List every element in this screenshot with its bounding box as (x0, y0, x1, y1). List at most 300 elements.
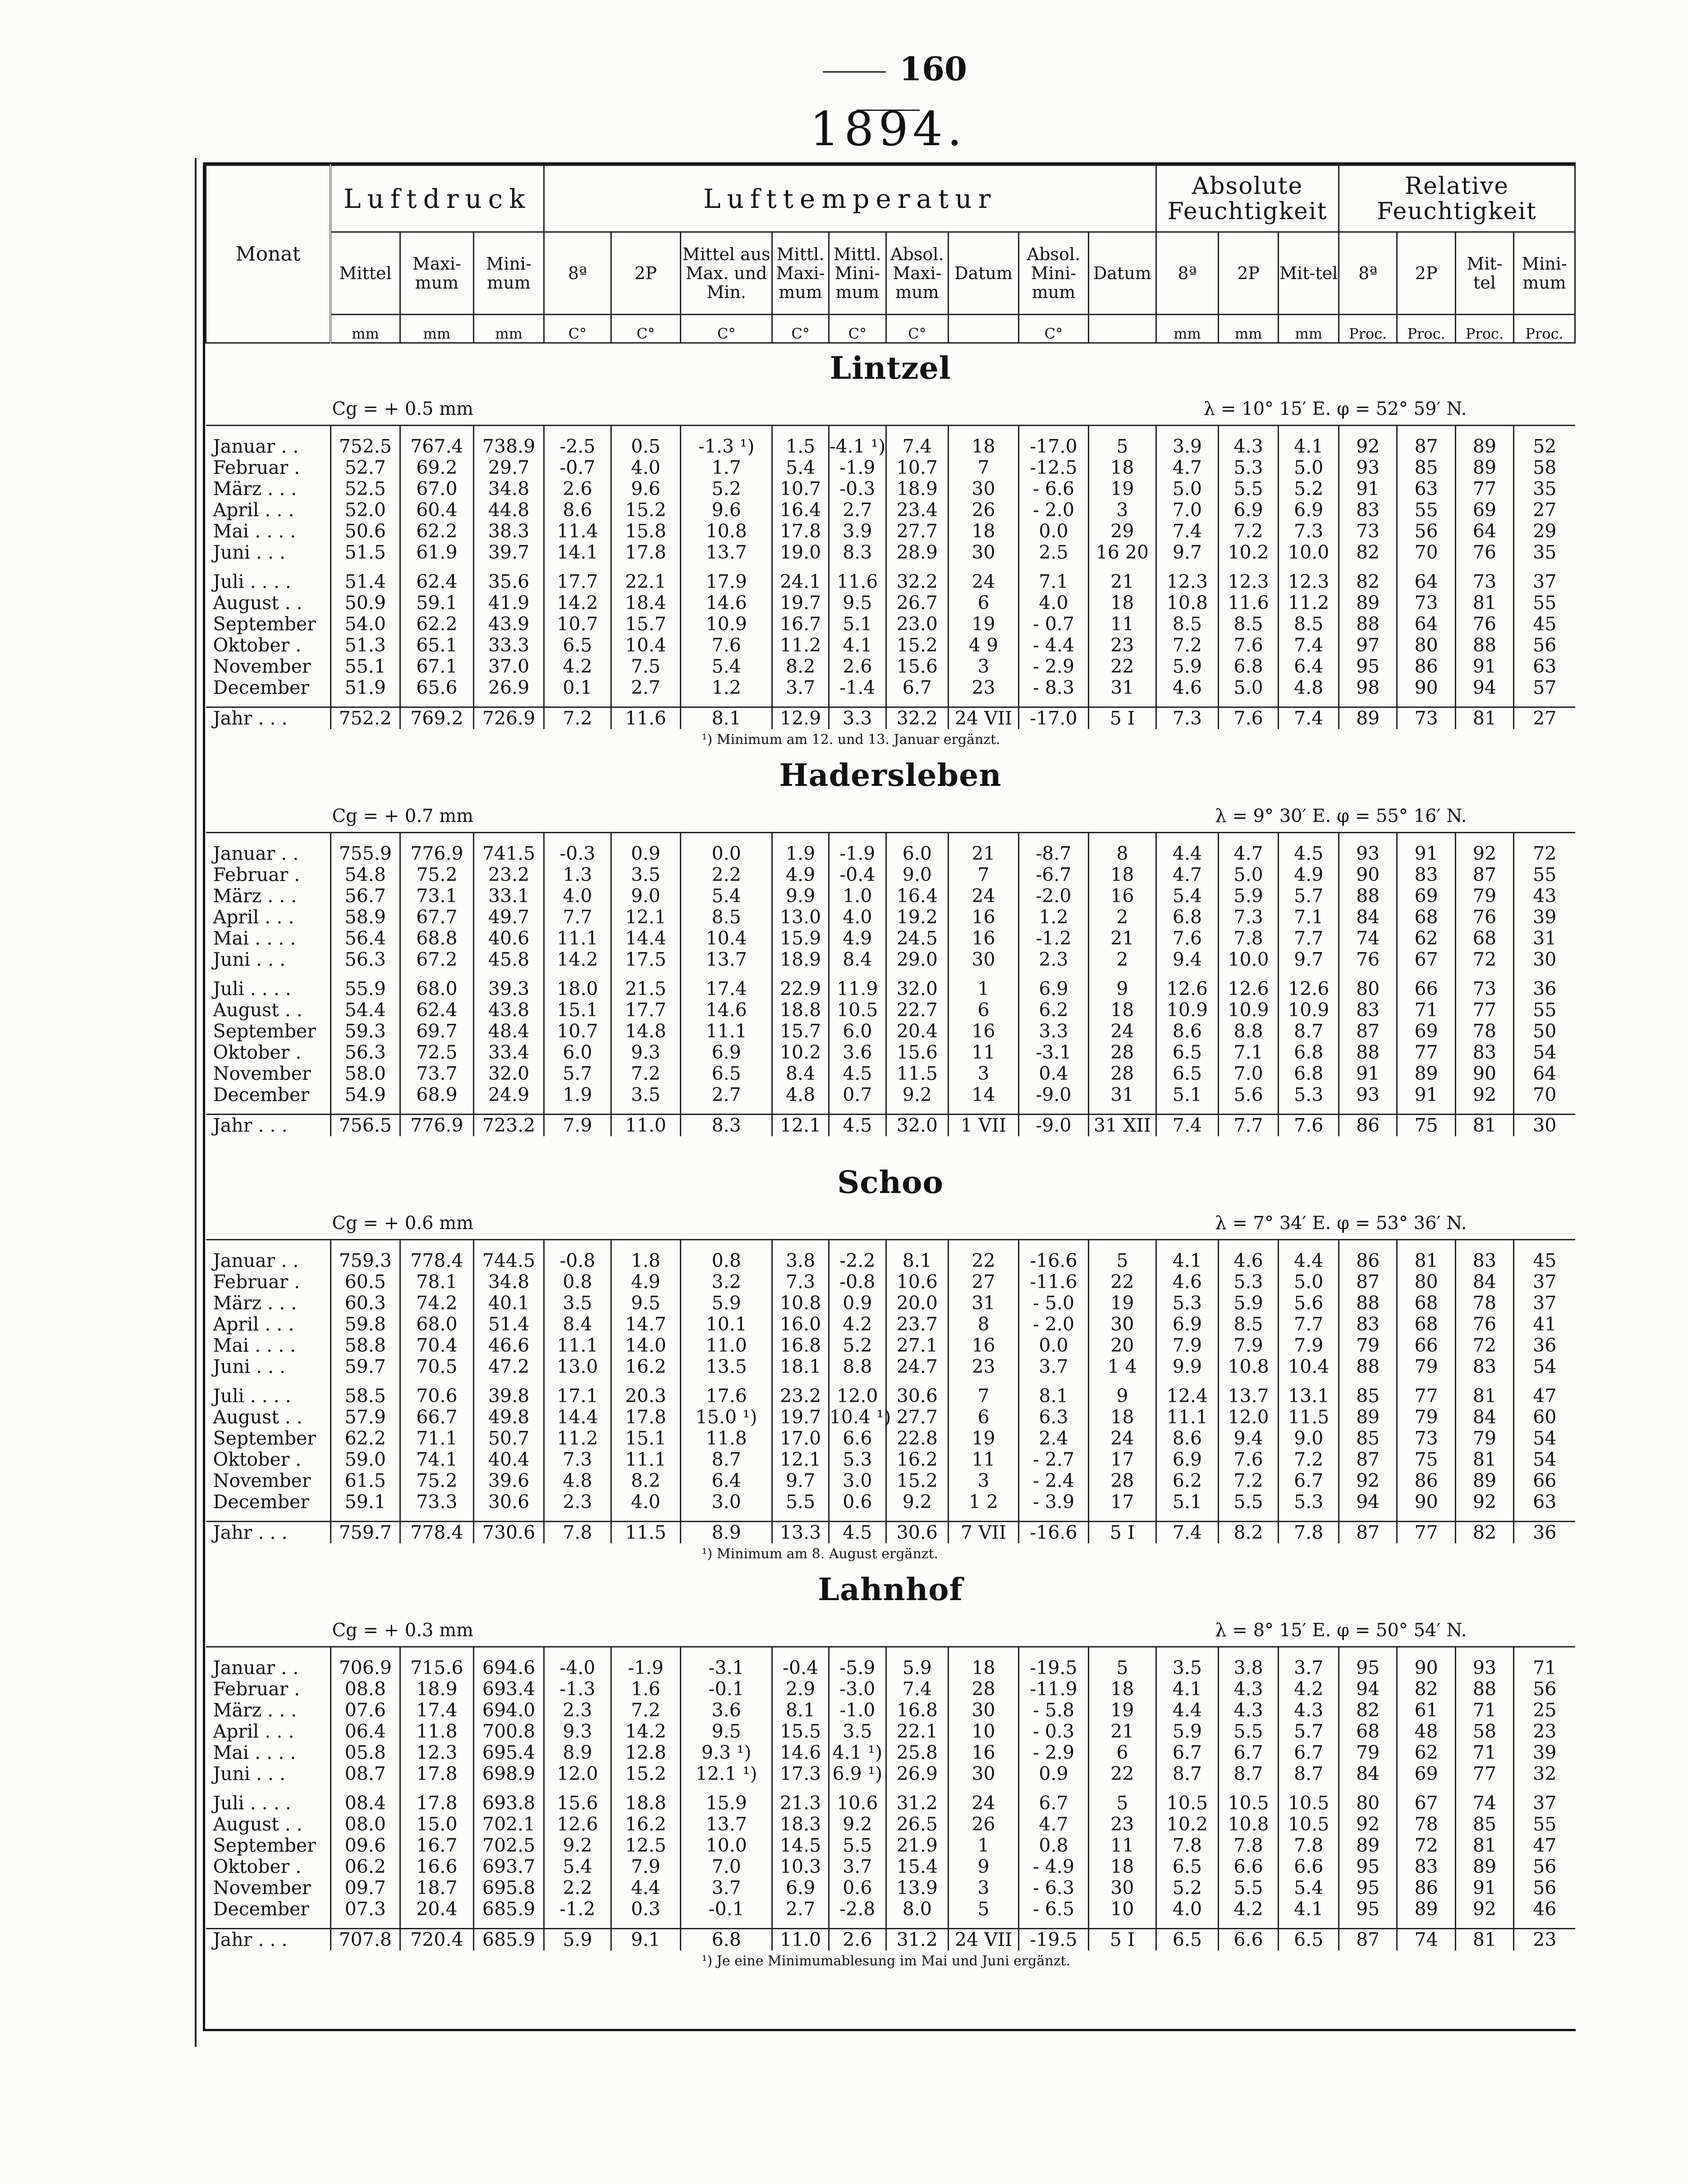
header-unit-2: mm (473, 315, 544, 343)
data-cell: 4.3 (1279, 1700, 1339, 1721)
data-cell: 24.7 (886, 1356, 948, 1377)
footnote-row (206, 1543, 1575, 1565)
gap-cell (330, 1920, 400, 1929)
annual-cell: 685.9 (473, 1929, 544, 1951)
table-body (206, 343, 1575, 1973)
data-cell: 9.4 (1156, 949, 1219, 970)
data-cell: 82 (1397, 1679, 1455, 1700)
gap-cell (1514, 833, 1575, 843)
gap-cell (206, 1106, 331, 1115)
data-cell: 9.6 (680, 500, 772, 521)
data-cell: 17 (1088, 1491, 1156, 1513)
data-cell: 54 (1514, 1449, 1575, 1470)
data-cell: 5.5 (1218, 478, 1279, 500)
data-cell: 7.4 (886, 1679, 948, 1700)
gap-cell (1088, 1106, 1156, 1115)
data-cell: 70.5 (400, 1356, 473, 1377)
table-row (206, 1814, 1575, 1835)
gap-cell (1019, 1513, 1088, 1522)
data-cell: 54.0 (330, 614, 400, 635)
data-cell: 92 (1339, 436, 1397, 457)
data-cell: 15.2 (611, 500, 680, 521)
table-row (206, 1470, 1575, 1491)
data-cell: 17.4 (400, 1700, 473, 1721)
gap-cell (400, 1106, 473, 1115)
annual-cell: 11.5 (611, 1522, 680, 1544)
data-cell: 7.8 (1218, 928, 1279, 949)
gap-cell (473, 970, 544, 978)
data-cell: 84 (1339, 907, 1397, 928)
data-cell: 4.5 (1279, 843, 1339, 864)
gap-cell (611, 1240, 680, 1250)
data-cell: 47 (1514, 1386, 1575, 1407)
data-cell: -11.6 (1019, 1271, 1088, 1293)
data-cell: 31 (1088, 677, 1156, 698)
data-cell: 68 (1397, 907, 1455, 928)
data-cell: 5.7 (1279, 1721, 1339, 1742)
data-cell: 86 (1339, 1250, 1397, 1271)
data-cell: 71 (1455, 1700, 1513, 1721)
annual-cell: 77 (1397, 1522, 1455, 1544)
data-cell: 8.5 (680, 907, 772, 928)
data-cell: 5.2 (680, 478, 772, 500)
annual-cell: -16.6 (1019, 1522, 1088, 1544)
table-row (206, 1835, 1575, 1856)
data-cell: -19.5 (1019, 1657, 1088, 1679)
year-heading: 1894. (810, 101, 967, 156)
data-cell: 40.1 (473, 1293, 544, 1314)
data-cell: 6.9 (1019, 978, 1088, 1000)
data-cell: 41 (1514, 1314, 1575, 1335)
annual-cell: 2.6 (829, 1929, 886, 1951)
data-cell: 13.7 (680, 949, 772, 970)
annual-cell: -9.0 (1019, 1115, 1088, 1137)
data-cell: 3.7 (772, 677, 829, 698)
data-cell: 14.6 (680, 1000, 772, 1021)
data-cell: 10.2 (772, 1042, 829, 1063)
header-unit-9 (948, 315, 1019, 343)
data-cell: 70.6 (400, 1386, 473, 1407)
data-cell: 9.4 (1218, 1428, 1279, 1449)
data-cell: 9.3 ¹) (680, 1742, 772, 1763)
data-cell: 7.2 (611, 1063, 680, 1084)
data-cell: 18.3 (772, 1814, 829, 1835)
data-cell: 18 (1088, 457, 1156, 478)
annual-cell: 4.5 (829, 1115, 886, 1137)
data-cell: 18.9 (886, 478, 948, 500)
annual-cell: 720.4 (400, 1929, 473, 1951)
data-cell: 4.9 (829, 928, 886, 949)
table-row (206, 1700, 1575, 1721)
data-cell: -0.7 (544, 457, 611, 478)
data-cell: 94 (1339, 1491, 1397, 1513)
header-unit-4: C° (611, 315, 680, 343)
data-cell: 4.6 (1218, 1250, 1279, 1271)
data-cell: 24 (948, 571, 1019, 592)
data-cell: 7 (948, 864, 1019, 886)
data-cell: 34.8 (473, 1271, 544, 1293)
data-cell: 2.2 (544, 1877, 611, 1899)
data-cell: 0.5 (611, 436, 680, 457)
data-cell: 4.0 (611, 1491, 680, 1513)
data-cell: 6.7 (1156, 1742, 1219, 1763)
table-row (206, 521, 1575, 542)
gap-cell (1019, 1240, 1088, 1250)
gap-cell (1339, 1785, 1397, 1793)
month-label: April . . . (206, 500, 331, 521)
data-cell: 12.3 (1218, 571, 1279, 592)
data-cell: 16 (948, 1335, 1019, 1356)
data-cell: 5.3 (1218, 457, 1279, 478)
month-label: December (206, 1084, 331, 1106)
data-cell: 09.7 (330, 1877, 400, 1899)
data-cell: 36 (1514, 978, 1575, 1000)
data-cell: 87 (1339, 1271, 1397, 1293)
data-cell: 12.3 (1156, 571, 1219, 592)
data-cell: 89 (1339, 592, 1397, 614)
gap-cell (772, 426, 829, 436)
data-cell: 30.6 (886, 1386, 948, 1407)
gap-cell (1455, 833, 1513, 843)
data-cell: 79 (1455, 886, 1513, 907)
data-cell: 10.5 (829, 1000, 886, 1021)
annual-cell: 7.6 (1218, 707, 1279, 730)
data-cell: 7.7 (1279, 1314, 1339, 1335)
data-cell: 5.6 (1279, 1293, 1339, 1314)
data-cell: 3 (948, 656, 1019, 677)
gap-cell (400, 563, 473, 571)
data-cell: 40.6 (473, 928, 544, 949)
data-cell: - 0.3 (1019, 1721, 1088, 1742)
data-cell: 89 (1455, 457, 1513, 478)
data-cell: 10.1 (680, 1314, 772, 1335)
data-cell: 16 (1088, 886, 1156, 907)
data-cell: 19 (948, 1428, 1019, 1449)
data-cell: 11.4 (544, 521, 611, 542)
gap-cell (948, 1240, 1019, 1250)
data-cell: 5.3 (829, 1449, 886, 1470)
data-cell: 84 (1455, 1271, 1513, 1293)
data-cell: 16 20 (1088, 542, 1156, 563)
month-label: Mai . . . . (206, 1742, 331, 1763)
data-cell: 11.6 (829, 571, 886, 592)
table-row (206, 1491, 1575, 1513)
data-cell: 5.0 (1218, 864, 1279, 886)
annual-cell: 6.8 (680, 1929, 772, 1951)
gap-cell (680, 1920, 772, 1929)
data-cell: 700.8 (473, 1721, 544, 1742)
data-cell: 4.3 (1218, 1679, 1279, 1700)
data-cell: 4.7 (1156, 457, 1219, 478)
data-cell: 6 (948, 1407, 1019, 1428)
data-cell: 5.1 (1156, 1491, 1219, 1513)
data-cell: 39.7 (473, 542, 544, 563)
data-cell: 1.6 (611, 1679, 680, 1700)
gap-cell (1279, 698, 1339, 707)
data-cell: 7.6 (1156, 928, 1219, 949)
month-label: Februar . (206, 1679, 331, 1700)
gap-cell (948, 1920, 1019, 1929)
header-col-9: Datum (948, 232, 1019, 315)
data-cell: 9.3 (544, 1721, 611, 1742)
month-label: März . . . (206, 886, 331, 907)
annual-cell: 36 (1514, 1522, 1575, 1544)
data-cell: 32.0 (473, 1063, 544, 1084)
data-cell: 8.4 (544, 1314, 611, 1335)
gap-cell (1339, 970, 1397, 978)
data-cell: 26.5 (886, 1814, 948, 1835)
gap-cell (611, 1920, 680, 1929)
table-row (206, 635, 1575, 656)
gap-row (206, 833, 1575, 843)
data-cell: 23.4 (886, 500, 948, 521)
data-cell: 6.9 (1156, 1449, 1219, 1470)
data-cell: 695.4 (473, 1742, 544, 1763)
table-row (206, 1657, 1575, 1679)
data-cell: 10.8 (1156, 592, 1219, 614)
data-cell: 60.5 (330, 1271, 400, 1293)
data-cell: 58.9 (330, 907, 400, 928)
data-cell: 30 (948, 542, 1019, 563)
data-cell: - 2.0 (1019, 1314, 1088, 1335)
data-cell: 82 (1339, 571, 1397, 592)
data-cell: 22 (1088, 1271, 1156, 1293)
data-cell: 45.8 (473, 949, 544, 970)
data-cell: 6.5 (1156, 1063, 1219, 1084)
data-cell: 30 (1514, 949, 1575, 970)
month-label: Juni . . . (206, 949, 331, 970)
gap-cell (1279, 1647, 1339, 1657)
gap-cell (400, 1377, 473, 1386)
gap-cell (1455, 1240, 1513, 1250)
annual-row (206, 707, 1575, 730)
gap-cell (772, 833, 829, 843)
gap-cell (1455, 426, 1513, 436)
data-cell: -1.9 (829, 457, 886, 478)
data-cell: 25 (1514, 1700, 1575, 1721)
data-cell: 18 (1088, 1679, 1156, 1700)
data-cell: 19.0 (772, 542, 829, 563)
annual-cell: 13.3 (772, 1522, 829, 1544)
header-unit-13: mm (1218, 315, 1279, 343)
gap-cell (1279, 1513, 1339, 1522)
month-label: Oktober . (206, 1449, 331, 1470)
gap-cell (1218, 1785, 1279, 1793)
data-cell: 30 (1088, 1877, 1156, 1899)
data-cell: 15.4 (886, 1856, 948, 1877)
data-cell: 15.2 (886, 635, 948, 656)
data-cell: 5.3 (1218, 1271, 1279, 1293)
gap-cell (1397, 698, 1455, 707)
gap-cell (1019, 426, 1088, 436)
annual-cell: 32.2 (886, 707, 948, 730)
data-cell: 18 (1088, 1407, 1156, 1428)
data-cell: 58 (1455, 1721, 1513, 1742)
gap-cell (1156, 426, 1219, 436)
data-cell: - 6.5 (1019, 1899, 1088, 1920)
station-coords: λ = 10° 15′ E. φ = 52° 59′ N. (1203, 399, 1467, 419)
data-cell: 79 (1397, 1356, 1455, 1377)
data-cell: 87 (1455, 864, 1513, 886)
data-cell: 8.7 (1279, 1763, 1339, 1785)
header-col-13: 2P (1218, 232, 1279, 315)
data-cell: 08.8 (330, 1679, 400, 1700)
data-cell: 0.9 (1019, 1763, 1088, 1785)
data-cell: 3.2 (680, 1271, 772, 1293)
annual-cell: 8.3 (680, 1115, 772, 1137)
station-cg: Cg = + 0.5 mm (332, 399, 474, 419)
data-cell: 12.0 (1218, 1407, 1279, 1428)
data-cell: 10.4 ¹) (829, 1406, 891, 1428)
data-cell: 55.1 (330, 656, 400, 677)
data-cell: 92 (1339, 1470, 1397, 1491)
gap-cell (1019, 698, 1088, 707)
data-cell: 61.5 (330, 1470, 400, 1491)
data-cell: 95 (1339, 1899, 1397, 1920)
data-cell: 7.8 (1218, 1835, 1279, 1856)
data-cell: 18 (948, 436, 1019, 457)
gap-cell (544, 970, 611, 978)
data-cell: - 4.4 (1019, 635, 1088, 656)
header-unit-6: C° (772, 315, 829, 343)
gap-cell (680, 1785, 772, 1793)
data-cell: 21 (1088, 571, 1156, 592)
data-cell: -2.8 (829, 1899, 886, 1920)
data-cell: 27.7 (886, 1407, 948, 1428)
data-cell: 8.5 (1156, 614, 1219, 635)
table-row (206, 843, 1575, 864)
data-cell: 60 (1514, 1407, 1575, 1428)
data-cell: 11.5 (886, 1063, 948, 1084)
gap-cell (680, 1240, 772, 1250)
data-cell: 2.4 (1019, 1428, 1088, 1449)
data-cell: 46 (1514, 1899, 1575, 1920)
data-cell: 17.8 (611, 1407, 680, 1428)
footnote: ¹) Minimum am 8. August ergänzt. (701, 1546, 939, 1562)
data-cell: 9.2 (829, 1814, 886, 1835)
data-cell: 33.1 (473, 886, 544, 907)
data-cell: 6.5 (680, 1063, 772, 1084)
data-cell: 19.7 (772, 592, 829, 614)
annual-cell: 12.9 (772, 707, 829, 730)
data-cell: 16.7 (772, 614, 829, 635)
data-cell: 1.5 (772, 436, 829, 457)
table-row (206, 542, 1575, 563)
annual-cell: 89 (1339, 707, 1397, 730)
table-row (206, 1293, 1575, 1314)
data-cell: 72 (1455, 1335, 1513, 1356)
data-cell: 86 (1397, 1877, 1455, 1899)
data-cell: 19.7 (772, 1407, 829, 1428)
data-cell: 2.2 (680, 864, 772, 886)
gap-cell (772, 1377, 829, 1386)
station-title-row (206, 343, 1575, 394)
header-col-11: Datum (1088, 232, 1156, 315)
data-cell: 6.8 (1218, 656, 1279, 677)
annual-cell: 30 (1514, 1115, 1575, 1137)
data-cell: 5.4 (544, 1856, 611, 1877)
table-row (206, 614, 1575, 635)
data-cell: 69 (1397, 1763, 1455, 1785)
data-cell: 10 (948, 1721, 1019, 1742)
data-cell: 4.2 (1279, 1679, 1339, 1700)
data-cell: 83 (1339, 500, 1397, 521)
header-col-15: 8ª (1339, 232, 1397, 315)
gap-cell (886, 563, 948, 571)
data-cell: 56 (1514, 1856, 1575, 1877)
data-cell: 13.7 (680, 1814, 772, 1835)
data-cell: 12.6 (1279, 978, 1339, 1000)
gap-cell (948, 1647, 1019, 1657)
gap-cell (330, 1513, 400, 1522)
data-cell: 73 (1455, 571, 1513, 592)
data-cell: 11.5 (1279, 1407, 1339, 1428)
data-cell: -1.4 (829, 677, 886, 698)
data-cell: 8.4 (772, 1063, 829, 1084)
data-cell: 22 (948, 1250, 1019, 1271)
data-cell: 8.7 (1218, 1763, 1279, 1785)
data-cell: 4.0 (829, 907, 886, 928)
annual-cell: 73 (1397, 707, 1455, 730)
annual-cell: 5 I (1088, 1929, 1156, 1951)
data-cell: 7.1 (1218, 1042, 1279, 1063)
data-cell: 87 (1339, 1021, 1397, 1042)
data-cell: 3 (1088, 500, 1156, 521)
data-cell: 702.5 (473, 1835, 544, 1856)
data-cell: 14.6 (772, 1742, 829, 1763)
month-label: Januar . . (206, 436, 331, 457)
annual-cell: 7.4 (1156, 1115, 1219, 1137)
data-cell: 12.0 (829, 1386, 886, 1407)
station-info-row (206, 393, 1575, 426)
data-cell: 75.2 (400, 864, 473, 886)
data-cell: -4.0 (544, 1657, 611, 1679)
data-cell: 11.1 (544, 1335, 611, 1356)
data-cell: 69 (1397, 886, 1455, 907)
annual-cell: 8.2 (1218, 1522, 1279, 1544)
data-cell: 9.9 (772, 886, 829, 907)
gap-cell (1339, 1377, 1397, 1386)
table-row (206, 1271, 1575, 1293)
data-cell: 8.8 (1218, 1021, 1279, 1042)
data-cell: 75.2 (400, 1470, 473, 1491)
gap-cell (829, 1920, 886, 1929)
annual-cell: 23 (1514, 1929, 1575, 1951)
table-row (206, 656, 1575, 677)
gap-cell (886, 1240, 948, 1250)
data-cell: 27.1 (886, 1335, 948, 1356)
month-label: März . . . (206, 1293, 331, 1314)
data-cell: 16.0 (772, 1314, 829, 1335)
data-cell: 24 (948, 1793, 1019, 1814)
data-cell: 77 (1455, 478, 1513, 500)
data-cell: 72 (1397, 1835, 1455, 1856)
annual-cell: -19.5 (1019, 1929, 1088, 1951)
data-cell: 14.2 (544, 949, 611, 970)
data-cell: 2 (1088, 907, 1156, 928)
gap-cell (680, 698, 772, 707)
data-cell: 22 (1088, 1763, 1156, 1785)
month-label: Juni . . . (206, 1763, 331, 1785)
data-cell: -0.1 (680, 1899, 772, 1920)
data-cell: 738.9 (473, 436, 544, 457)
data-cell: 1 2 (948, 1491, 1019, 1513)
data-cell: -1.2 (544, 1899, 611, 1920)
data-cell: 6.9 (1279, 500, 1339, 521)
data-cell: 13.0 (544, 1356, 611, 1377)
gap-cell (772, 563, 829, 571)
data-cell: 16.8 (772, 1335, 829, 1356)
